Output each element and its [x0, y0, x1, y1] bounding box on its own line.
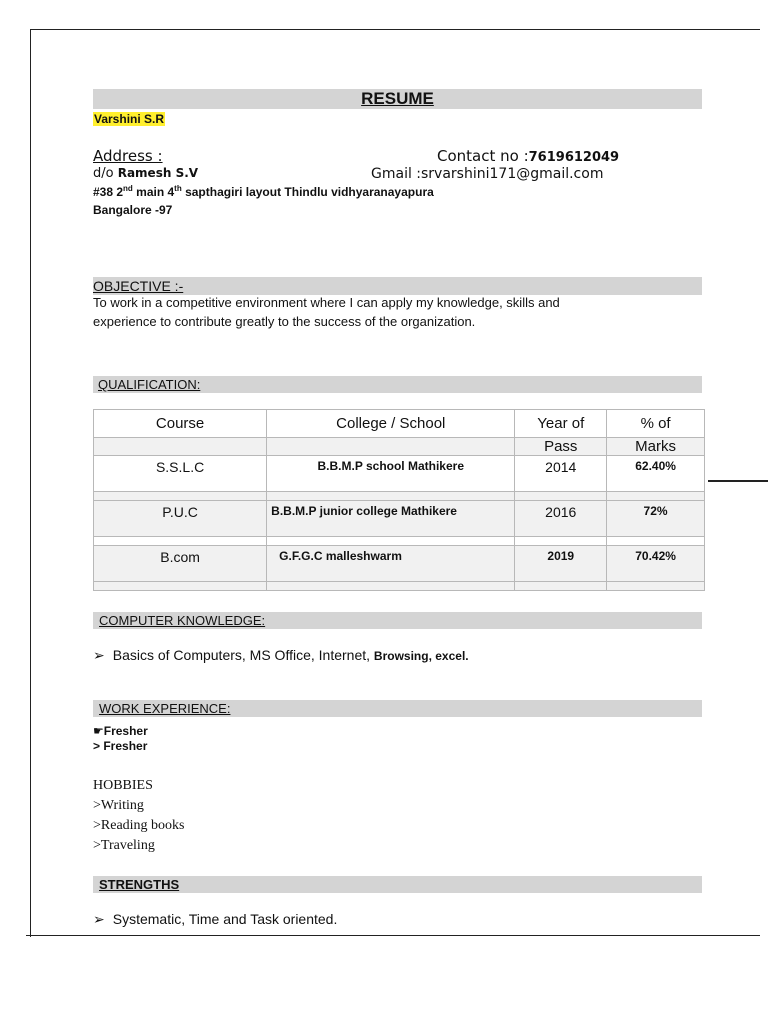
work-line-2: > Fresher — [93, 739, 148, 753]
table-spacer-row — [94, 582, 705, 591]
left-border-line — [30, 29, 31, 937]
computer-item-bold: Browsing, excel. — [373, 649, 469, 663]
address-main: main 4 — [132, 185, 175, 199]
row-college: G.F.G.C malleshwarm — [267, 546, 515, 582]
row-marks: 72% — [607, 501, 705, 537]
header2-marks: Marks — [607, 438, 705, 456]
qualification-heading: QUALIFICATION: — [98, 377, 201, 392]
header-year: Year of — [515, 410, 607, 438]
top-border-line — [30, 29, 760, 30]
header2-year: Pass — [515, 438, 607, 456]
table-row — [94, 501, 705, 537]
header-college: College / School — [267, 410, 515, 438]
qualification-table — [93, 409, 705, 591]
address-line-3: Bangalore -97 — [93, 203, 173, 217]
computer-heading: COMPUTER KNOWLEDGE: — [99, 613, 266, 628]
table-header-row — [94, 410, 705, 438]
hobby-item: >Writing — [93, 798, 144, 813]
contact-number: 7619612049 — [528, 150, 620, 165]
objective-line-1: To work in a competitive environment where I can apply my knowledge, skills and — [93, 295, 560, 310]
address-label: Address : — [93, 147, 163, 165]
candidate-name: Varshini S.R — [94, 112, 165, 126]
row-course: S.S.L.C — [94, 456, 267, 492]
row-course: B.com — [94, 546, 267, 582]
arrow-bullet-icon: ➢ — [93, 911, 105, 927]
strengths-heading: STRENGTHS — [99, 877, 180, 892]
strengths-item-text: Systematic, Time and Task oriented. — [112, 911, 338, 927]
header-marks: % of — [607, 410, 705, 438]
computer-item — [93, 647, 469, 664]
row-marks: 62.40% — [607, 456, 705, 492]
bottom-border-line — [26, 935, 760, 936]
strengths-band — [93, 876, 702, 893]
contact-label: Contact no : — [437, 147, 529, 165]
address-line-2 — [93, 184, 434, 199]
row-marks: 70.42% — [607, 546, 705, 582]
table-spacer-row — [94, 492, 705, 501]
hobbies-heading: HOBBIES — [93, 778, 153, 793]
work-heading: WORK EXPERIENCE: — [99, 701, 231, 716]
hobby-item: >Traveling — [93, 838, 155, 853]
strengths-item — [93, 911, 337, 928]
address-sup-1: nd — [123, 184, 133, 193]
header2-college — [267, 438, 515, 456]
address-locality: sapthagiri layout Thindlu vidhyaranayapura — [181, 185, 434, 199]
row-year: 2019 — [515, 546, 607, 582]
page-title: RESUME — [361, 89, 434, 108]
objective-band — [93, 277, 702, 295]
row-college: B.B.M.P junior college Mathikere — [267, 501, 515, 537]
right-side-line — [708, 480, 768, 482]
arrow-bullet-icon: ➢ — [93, 647, 105, 663]
address-sup-2: th — [174, 184, 182, 193]
objective-heading: OBJECTIVE :- — [93, 278, 184, 294]
address-line-1 — [93, 166, 198, 181]
table-spacer-row — [94, 537, 705, 546]
row-college: B.B.M.P school Mathikere — [267, 456, 515, 492]
objective-line-2: experience to contribute greatly to the success of the organization. — [93, 314, 476, 329]
header-course: Course — [94, 410, 267, 438]
contact-line — [437, 147, 619, 165]
row-course: P.U.C — [94, 501, 267, 537]
contact-gmail: Gmail :srvarshini171@gmail.com — [371, 166, 604, 182]
address-house-no: #38 2 — [93, 185, 124, 199]
row-year: 2016 — [515, 501, 607, 537]
work-line-1: ☛Fresher — [93, 724, 148, 738]
table-row — [94, 546, 705, 582]
address-parent-name: Ramesh S.V — [117, 166, 199, 180]
table-row — [94, 456, 705, 492]
table-header-row-2 — [94, 438, 705, 456]
hobby-item: >Reading books — [93, 818, 185, 833]
computer-item-text: Basics of Computers, MS Office, Internet, — [112, 647, 374, 663]
header2-course — [94, 438, 267, 456]
address-line-1-prefix: d/o — [93, 166, 118, 181]
row-year: 2014 — [515, 456, 607, 492]
